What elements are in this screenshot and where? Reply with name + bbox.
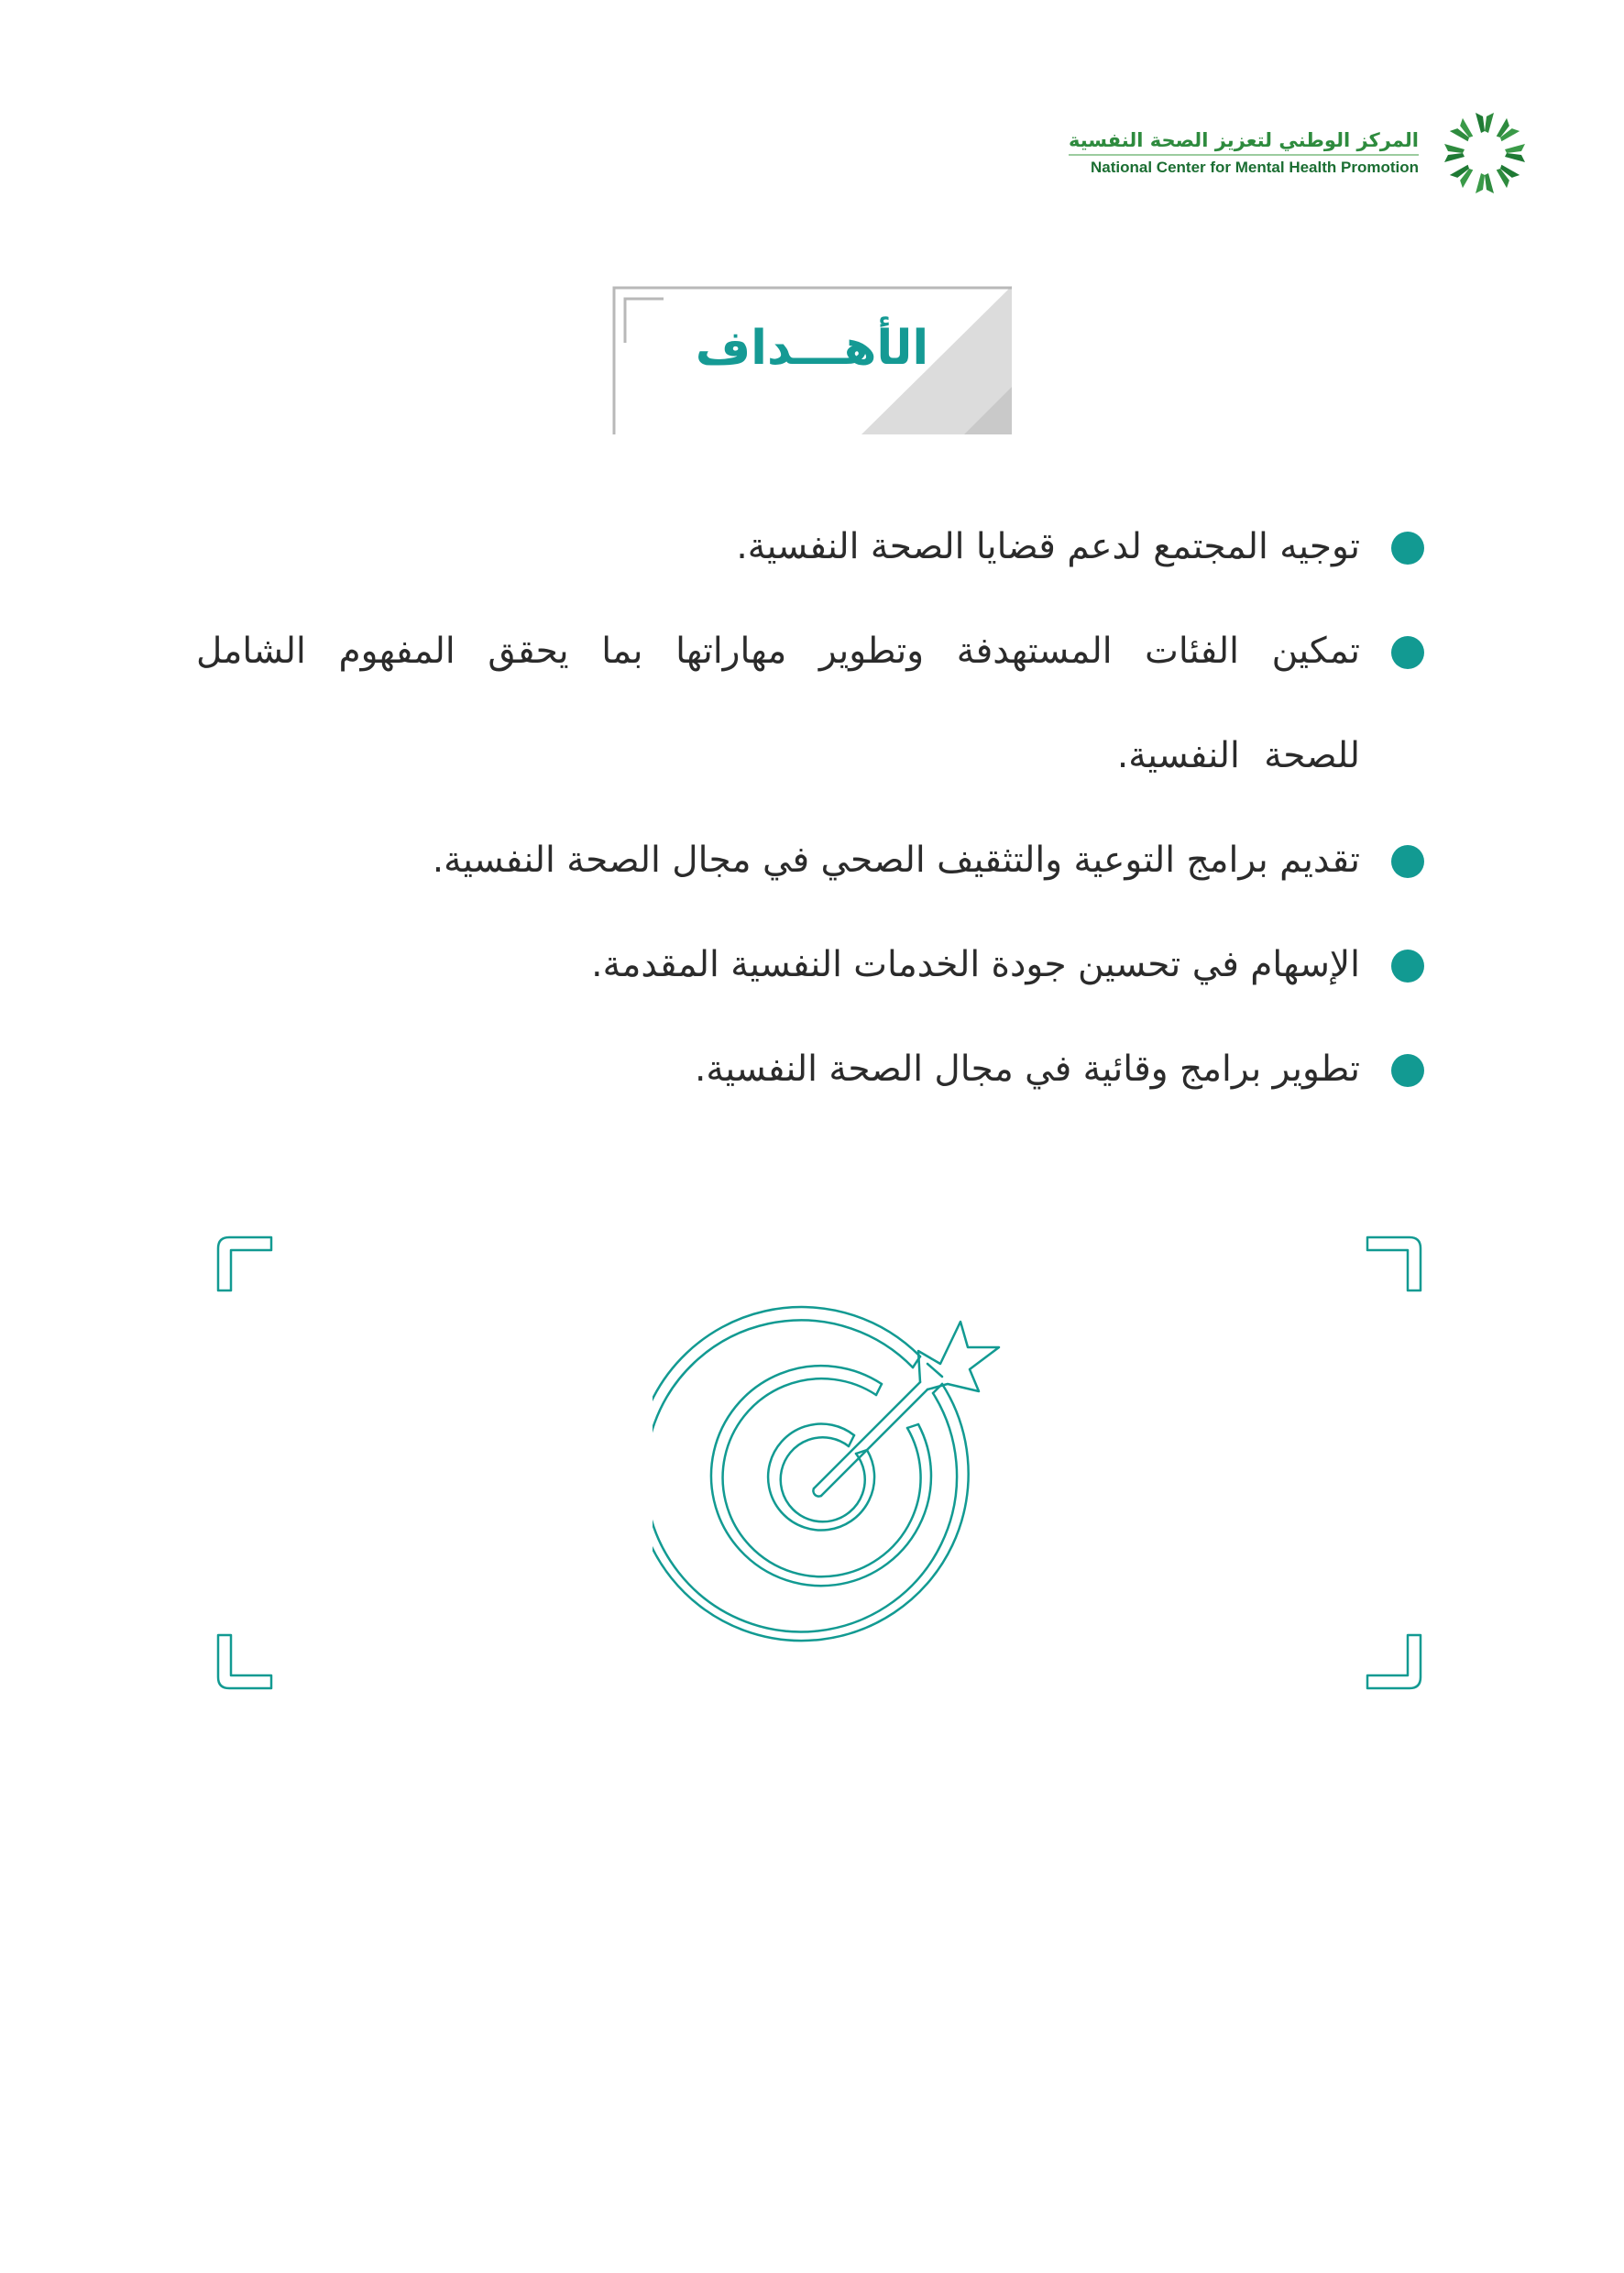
bullet-dot-icon [1391, 1054, 1424, 1087]
list-item [196, 495, 1424, 599]
goals-list [196, 495, 1424, 1122]
target-arrow-icon [653, 1281, 1019, 1648]
logo-petal [1444, 144, 1465, 162]
org-name-english: National Center for Mental Health Promotion [1091, 159, 1419, 176]
target-illustration [214, 1234, 1424, 1692]
bullet-dot-icon [1391, 532, 1424, 565]
corner-bracket-top-left-icon [214, 1234, 275, 1294]
org-name [1069, 129, 1419, 177]
goal-text: الإسهام في تحسين جودة الخدمات النفسية المقدمة. [591, 944, 1360, 985]
logo-petal [1476, 173, 1494, 193]
section-title-box [612, 286, 1012, 434]
star-burst-logo-icon [1437, 105, 1532, 201]
corner-bracket-bottom-right-icon [1364, 1631, 1424, 1692]
goal-text: تمكين الفئات المستهدفة وتطوير مهاراتها بما يحقق المفهوم الشامل للصحة النفسية. [196, 631, 1360, 776]
logo-petal [1476, 113, 1494, 133]
list-item [196, 913, 1424, 1017]
goal-text: تطوير برامج وقائية في مجال الصحة النفسية. [694, 1049, 1360, 1090]
corner-bracket-top-right-icon [1364, 1234, 1424, 1294]
bullet-dot-icon [1391, 950, 1424, 983]
logo-petal [1492, 118, 1520, 146]
logo-petal [1492, 160, 1520, 188]
list-item [196, 1017, 1424, 1122]
org-logo [1069, 105, 1532, 201]
org-name-arabic: المركز الوطني لتعزيز الصحة النفسية [1069, 129, 1419, 156]
goal-text: تقديم برامج التوعية والتثقيف الصحي في مجال الصحة النفسية. [432, 840, 1360, 881]
bullet-dot-icon [1391, 845, 1424, 878]
corner-bracket-bottom-left-icon [214, 1631, 275, 1692]
page-title: الأهـــداف [695, 321, 929, 376]
logo-petal [1450, 160, 1477, 188]
logo-petal [1505, 144, 1525, 162]
goal-text: توجيه المجتمع لدعم قضايا الصحة النفسية. [736, 526, 1360, 567]
bullet-dot-icon [1391, 636, 1424, 669]
list-item [196, 808, 1424, 913]
logo-petal [1450, 118, 1477, 146]
list-item [196, 599, 1424, 808]
